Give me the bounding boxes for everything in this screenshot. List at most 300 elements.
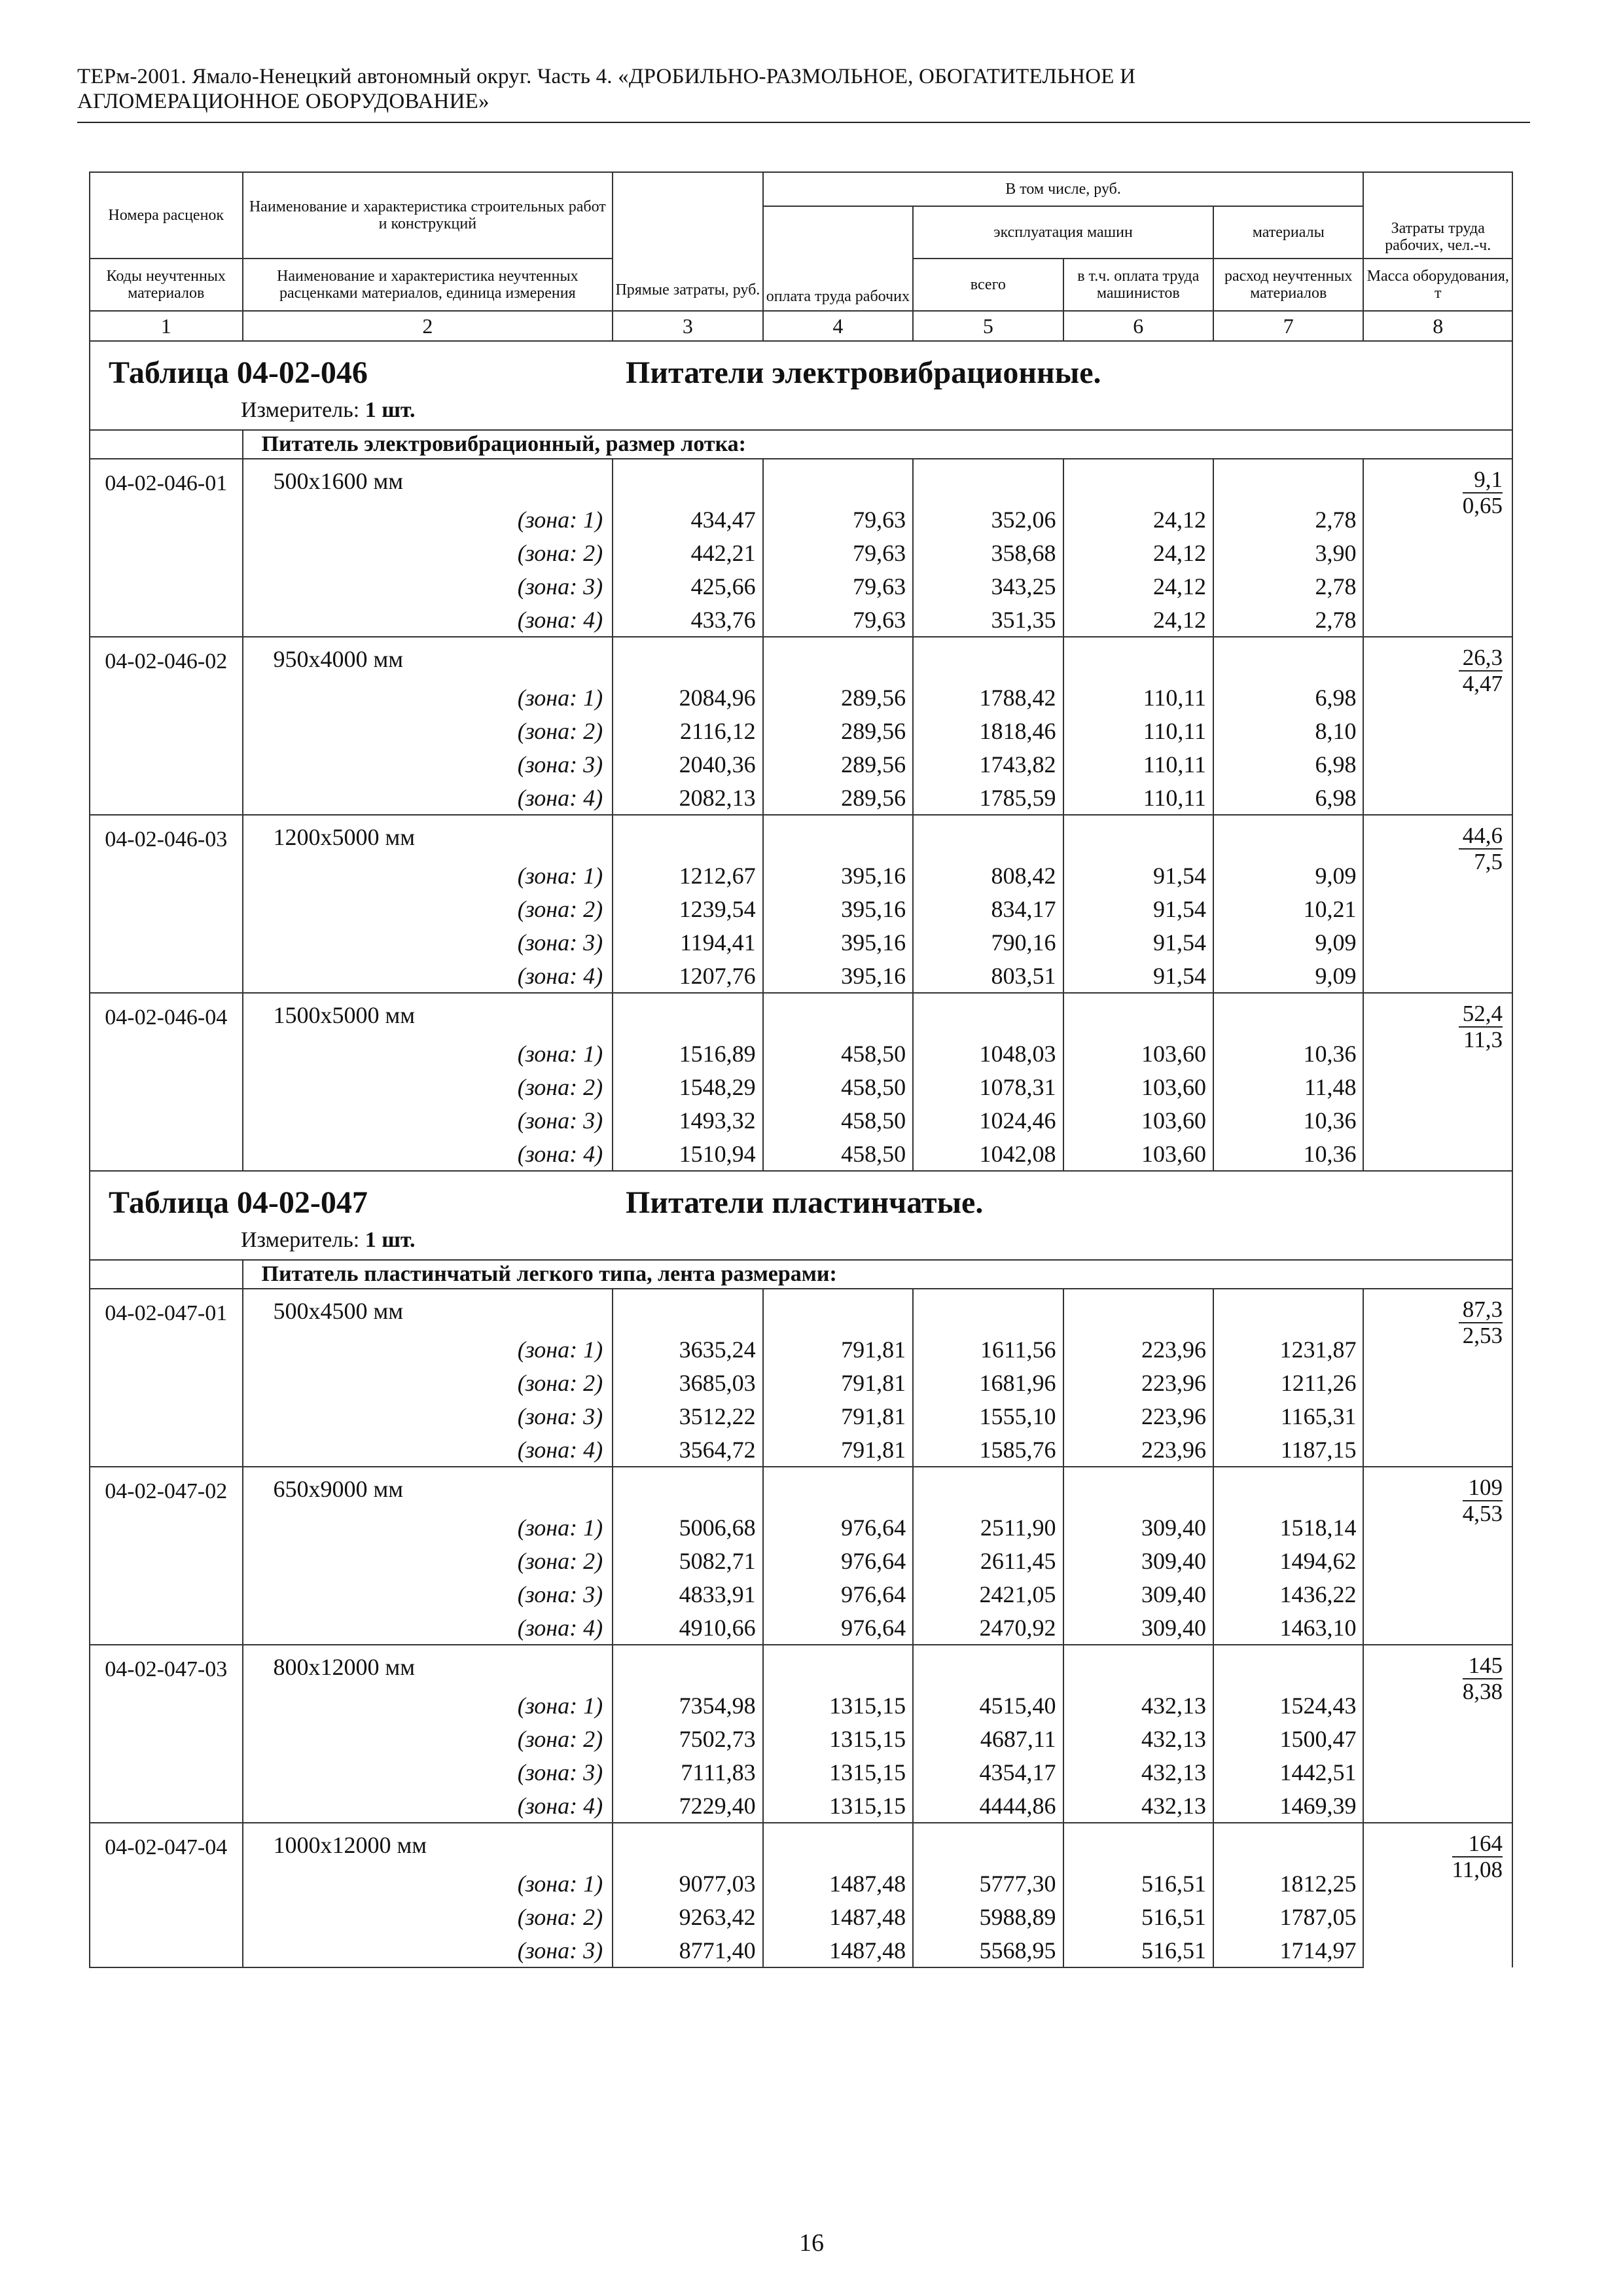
- materials-cost: 1436,22: [1213, 1577, 1363, 1611]
- machines-total: 1818,46: [913, 714, 1063, 747]
- labor-hours: 164: [1452, 1831, 1503, 1857]
- operators-wages: 309,40: [1063, 1577, 1213, 1611]
- direct-costs: 7229,40: [613, 1789, 762, 1823]
- empty-cell: [1063, 459, 1213, 503]
- section-title-row: [90, 341, 1512, 430]
- materials-cost: 6,98: [1213, 747, 1363, 781]
- machines-total: 2470,92: [913, 1611, 1063, 1645]
- operators-wages: 110,11: [1063, 681, 1213, 714]
- empty-cell: [1063, 1289, 1213, 1333]
- zone-label: (зона: 4): [243, 781, 613, 815]
- column-number: 4: [763, 311, 913, 341]
- materials-cost: 6,98: [1213, 781, 1363, 815]
- col6-header: в т.ч. оплата труда машинистов: [1063, 259, 1213, 311]
- empty-cell: [763, 637, 913, 681]
- empty-cell: [613, 1823, 762, 1867]
- materials-cost: 1187,15: [1213, 1433, 1363, 1467]
- operators-wages: 309,40: [1063, 1511, 1213, 1544]
- empty-cell: [613, 993, 762, 1037]
- workers-wages: 1315,15: [763, 1755, 913, 1789]
- workers-wages: 791,81: [763, 1433, 913, 1467]
- rate-item-row: [90, 637, 1512, 681]
- materials-cost: 1812,25: [1213, 1867, 1363, 1900]
- empty-cell: [613, 1645, 762, 1689]
- workers-wages: 976,64: [763, 1577, 913, 1611]
- col4-header: оплата труда рабочих: [763, 206, 913, 311]
- operators-wages: 103,60: [1063, 1137, 1213, 1171]
- rate-name: 500х1600 мм: [243, 459, 613, 503]
- zone-row: [90, 1933, 1512, 1967]
- operators-wages: 516,51: [1063, 1900, 1213, 1933]
- operators-wages: 103,60: [1063, 1103, 1213, 1137]
- header-line-1: ТЕРм-2001. Ямало-Ненецкий автономный округ. Часть 4. «ДРОБИЛЬНО-РАЗМОЛЬНОЕ, ОБОГАТИТЕЛЬНОЕ И: [77, 65, 1136, 88]
- direct-costs: 1548,29: [613, 1070, 762, 1103]
- empty-cell: [913, 1823, 1063, 1867]
- col7-header: расход неучтенных материалов: [1213, 259, 1363, 311]
- table-number: Таблица 04-02-046: [109, 355, 368, 390]
- workers-wages: 395,16: [763, 892, 913, 925]
- materials-cost: 10,21: [1213, 892, 1363, 925]
- direct-costs: 3564,72: [613, 1433, 762, 1467]
- materials-cost: 1463,10: [1213, 1611, 1363, 1645]
- zone-label: (зона: 3): [243, 747, 613, 781]
- empty-cell: [1213, 1467, 1363, 1511]
- zone-label: (зона: 2): [243, 536, 613, 569]
- labor-hours: 26,3: [1459, 645, 1503, 672]
- zone-row: [90, 925, 1512, 959]
- operators-wages: 91,54: [1063, 925, 1213, 959]
- labor-mass-fraction: [1463, 467, 1503, 518]
- workers-wages: 458,50: [763, 1103, 913, 1137]
- machines-total: 1743,82: [913, 747, 1063, 781]
- direct-costs: 434,47: [613, 503, 762, 536]
- rate-name: 1500х5000 мм: [243, 993, 613, 1037]
- machines-total: 1024,46: [913, 1103, 1063, 1137]
- unit-value: 1 шт.: [365, 1228, 416, 1252]
- machines-total: 4687,11: [913, 1722, 1063, 1755]
- zone-label: (зона: 3): [243, 1755, 613, 1789]
- materials-cost: 2,78: [1213, 503, 1363, 536]
- workers-wages: 1315,15: [763, 1689, 913, 1722]
- materials-cost: 1442,51: [1213, 1755, 1363, 1789]
- workers-wages: 1487,48: [763, 1867, 913, 1900]
- direct-costs: 2084,96: [613, 681, 762, 714]
- labor-hours: 9,1: [1463, 467, 1503, 493]
- labor-hours: 145: [1463, 1653, 1503, 1679]
- rate-item-row: [90, 1467, 1512, 1511]
- column-number: 1: [90, 311, 243, 341]
- rates-table: [89, 171, 1513, 1968]
- labor-mass-fraction: [1459, 1297, 1503, 1348]
- zone-row: [90, 681, 1512, 714]
- machines-total: 358,68: [913, 536, 1063, 569]
- empty-cell: [613, 637, 762, 681]
- machines-total: 1078,31: [913, 1070, 1063, 1103]
- direct-costs: 1239,54: [613, 892, 762, 925]
- section-title: [90, 341, 1512, 430]
- machines-total: 1681,96: [913, 1366, 1063, 1399]
- unit-label: Измеритель:: [241, 398, 360, 422]
- rate-code: 04-02-046-01: [90, 459, 243, 637]
- workers-wages: 289,56: [763, 747, 913, 781]
- operators-wages: 24,12: [1063, 569, 1213, 603]
- workers-wages: 791,81: [763, 1366, 913, 1399]
- operators-wages: 110,11: [1063, 714, 1213, 747]
- workers-wages: 79,63: [763, 536, 913, 569]
- empty-cell: [613, 1289, 762, 1333]
- empty-cell: [613, 459, 762, 503]
- operators-wages: 24,12: [1063, 503, 1213, 536]
- rate-name: 650х9000 мм: [243, 1467, 613, 1511]
- machines-total: 4515,40: [913, 1689, 1063, 1722]
- zone-row: [90, 781, 1512, 815]
- equipment-mass: 4,53: [1462, 1501, 1503, 1526]
- zone-row: [90, 1366, 1512, 1399]
- labor-mass-fraction: [1459, 645, 1503, 696]
- machines-total: 351,35: [913, 603, 1063, 637]
- zone-label: (зона: 3): [243, 1933, 613, 1967]
- workers-wages: 79,63: [763, 603, 913, 637]
- empty-cell: [763, 993, 913, 1037]
- zone-label: (зона: 4): [243, 1137, 613, 1171]
- materials-cost: 1787,05: [1213, 1900, 1363, 1933]
- empty-cell: [1213, 1823, 1363, 1867]
- labor-mass-fraction: [1459, 1001, 1503, 1052]
- materials-cost: 6,98: [1213, 681, 1363, 714]
- workers-wages: 289,56: [763, 714, 913, 747]
- subsection-code-cell: [90, 1260, 243, 1289]
- zone-row: [90, 1103, 1512, 1137]
- labor-mass-cell: [1363, 637, 1512, 815]
- zone-row: [90, 1611, 1512, 1645]
- materials-cost: 1494,62: [1213, 1544, 1363, 1577]
- labor-hours: 109: [1463, 1475, 1503, 1501]
- labor-mass-cell: [1363, 1823, 1512, 1967]
- zone-label: (зона: 1): [243, 1689, 613, 1722]
- materials-cost: 1469,39: [1213, 1789, 1363, 1823]
- machines-total: 1042,08: [913, 1137, 1063, 1171]
- header-divider: [77, 122, 1530, 123]
- direct-costs: 3685,03: [613, 1366, 762, 1399]
- empty-cell: [1213, 993, 1363, 1037]
- operators-wages: 110,11: [1063, 747, 1213, 781]
- labor-mass-cell: [1363, 1467, 1512, 1645]
- table-title: Питатели электровибрационные.: [626, 355, 1101, 390]
- col1-top-header: Номера расценок: [90, 172, 243, 259]
- operators-wages: 91,54: [1063, 959, 1213, 993]
- direct-costs: 3635,24: [613, 1333, 762, 1366]
- materials-cost: 1524,43: [1213, 1689, 1363, 1722]
- workers-wages: 1487,48: [763, 1933, 913, 1967]
- empty-cell: [1063, 1467, 1213, 1511]
- direct-costs: 9077,03: [613, 1867, 762, 1900]
- subsection-row: [90, 1260, 1512, 1289]
- empty-cell: [913, 459, 1063, 503]
- zone-row: [90, 603, 1512, 637]
- rate-name: 800х12000 мм: [243, 1645, 613, 1689]
- direct-costs: 2040,36: [613, 747, 762, 781]
- table-title: Питатели пластинчатые.: [626, 1185, 984, 1220]
- labor-mass-cell: [1363, 815, 1512, 993]
- machines-total: 1788,42: [913, 681, 1063, 714]
- operators-wages: 103,60: [1063, 1070, 1213, 1103]
- direct-costs: 9263,42: [613, 1900, 762, 1933]
- col2-top-header: Наименование и характеристика строительных работ и конструкций: [243, 172, 613, 259]
- page-number: 16: [799, 2229, 824, 2257]
- empty-cell: [913, 815, 1063, 859]
- machines-total: 803,51: [913, 959, 1063, 993]
- table-number: Таблица 04-02-047: [109, 1185, 368, 1220]
- materials-cost: 10,36: [1213, 1137, 1363, 1171]
- empty-cell: [1213, 459, 1363, 503]
- workers-wages: 79,63: [763, 569, 913, 603]
- measurement-unit: [109, 1228, 1512, 1259]
- workers-wages: 289,56: [763, 781, 913, 815]
- zone-row: [90, 714, 1512, 747]
- rate-item-row: [90, 993, 1512, 1037]
- zone-label: (зона: 3): [243, 925, 613, 959]
- zone-row: [90, 1689, 1512, 1722]
- direct-costs: 433,76: [613, 603, 762, 637]
- direct-costs: 1207,76: [613, 959, 762, 993]
- machines-total: 808,42: [913, 859, 1063, 892]
- machines-total: 834,17: [913, 892, 1063, 925]
- empty-cell: [763, 815, 913, 859]
- empty-cell: [763, 1467, 913, 1511]
- operators-wages: 516,51: [1063, 1867, 1213, 1900]
- materials-cost: 1714,97: [1213, 1933, 1363, 1967]
- operators-wages: 103,60: [1063, 1037, 1213, 1070]
- direct-costs: 4833,91: [613, 1577, 762, 1611]
- operators-wages: 432,13: [1063, 1722, 1213, 1755]
- rate-code: 04-02-046-04: [90, 993, 243, 1171]
- rate-item-row: [90, 459, 1512, 503]
- unit-value: 1 шт.: [365, 398, 416, 422]
- rate-code: 04-02-047-01: [90, 1289, 243, 1467]
- machines-total: 2511,90: [913, 1511, 1063, 1544]
- section-heading: [109, 342, 1512, 398]
- empty-cell: [763, 1823, 913, 1867]
- zone-row: [90, 1399, 1512, 1433]
- header-line-2: АГЛОМЕРАЦИОННОЕ ОБОРУДОВАНИЕ»: [77, 90, 490, 113]
- empty-cell: [913, 1289, 1063, 1333]
- header-row-1: [90, 172, 1512, 206]
- workers-wages: 791,81: [763, 1399, 913, 1433]
- workers-wages: 1315,15: [763, 1789, 913, 1823]
- empty-cell: [1213, 1289, 1363, 1333]
- operators-wages: 516,51: [1063, 1933, 1213, 1967]
- empty-cell: [1063, 1645, 1213, 1689]
- empty-cell: [613, 1467, 762, 1511]
- zone-label: (зона: 4): [243, 1433, 613, 1467]
- rate-code: 04-02-046-03: [90, 815, 243, 993]
- zone-label: (зона: 2): [243, 1070, 613, 1103]
- rate-name: 500х4500 мм: [243, 1289, 613, 1333]
- equipment-mass: 0,65: [1462, 493, 1503, 518]
- direct-costs: 425,66: [613, 569, 762, 603]
- direct-costs: 1510,94: [613, 1137, 762, 1171]
- zone-row: [90, 959, 1512, 993]
- workers-wages: 458,50: [763, 1037, 913, 1070]
- materials-cost: 1500,47: [1213, 1722, 1363, 1755]
- empty-cell: [763, 1289, 913, 1333]
- machines-total: 352,06: [913, 503, 1063, 536]
- machines-total: 2421,05: [913, 1577, 1063, 1611]
- direct-costs: 442,21: [613, 536, 762, 569]
- operators-wages: 110,11: [1063, 781, 1213, 815]
- empty-cell: [1213, 637, 1363, 681]
- labor-hours: 52,4: [1459, 1001, 1503, 1028]
- zone-row: [90, 1867, 1512, 1900]
- machines-total: 1555,10: [913, 1399, 1063, 1433]
- zone-label: (зона: 4): [243, 959, 613, 993]
- materials-cost: 1518,14: [1213, 1511, 1363, 1544]
- machines-total: 343,25: [913, 569, 1063, 603]
- labor-mass-fraction: [1459, 823, 1503, 874]
- rate-name: 1000х12000 мм: [243, 1823, 613, 1867]
- subsection-code-cell: [90, 430, 243, 459]
- rate-name: 950х4000 мм: [243, 637, 613, 681]
- workers-wages: 458,50: [763, 1137, 913, 1171]
- zone-row: [90, 1433, 1512, 1467]
- operators-wages: 432,13: [1063, 1755, 1213, 1789]
- rate-item-row: [90, 1289, 1512, 1333]
- zone-label: (зона: 3): [243, 569, 613, 603]
- machines-total: 5568,95: [913, 1933, 1063, 1967]
- direct-costs: 2116,12: [613, 714, 762, 747]
- column-number: 3: [613, 311, 762, 341]
- materials-cost: 10,36: [1213, 1037, 1363, 1070]
- zone-label: (зона: 2): [243, 1544, 613, 1577]
- direct-costs: 1516,89: [613, 1037, 762, 1070]
- direct-costs: 1493,32: [613, 1103, 762, 1137]
- zone-row: [90, 859, 1512, 892]
- workers-wages: 395,16: [763, 959, 913, 993]
- materials-cost: 9,09: [1213, 959, 1363, 993]
- operators-wages: 223,96: [1063, 1433, 1213, 1467]
- zone-label: (зона: 2): [243, 1722, 613, 1755]
- column-numbers-row: [90, 311, 1512, 341]
- zone-label: (зона: 1): [243, 1867, 613, 1900]
- zone-label: (зона: 3): [243, 1399, 613, 1433]
- direct-costs: 1194,41: [613, 925, 762, 959]
- direct-costs: 4910,66: [613, 1611, 762, 1645]
- workers-wages: 289,56: [763, 681, 913, 714]
- operators-wages: 223,96: [1063, 1399, 1213, 1433]
- measurement-unit: [109, 398, 1512, 429]
- zone-row: [90, 1900, 1512, 1933]
- empty-cell: [613, 815, 762, 859]
- zone-label: (зона: 1): [243, 1333, 613, 1366]
- column-number: 7: [1213, 311, 1363, 341]
- zone-label: (зона: 4): [243, 1789, 613, 1823]
- labor-hours: 44,6: [1459, 823, 1503, 850]
- materials-cost: 1165,31: [1213, 1399, 1363, 1433]
- workers-wages: 1315,15: [763, 1722, 913, 1755]
- zone-row: [90, 503, 1512, 536]
- operators-wages: 91,54: [1063, 859, 1213, 892]
- column-number: 8: [1363, 311, 1512, 341]
- col2-bottom-header: Наименование и характеристика неучтенных расценками материалов, единица измерения: [243, 259, 613, 311]
- labor-mass-cell: [1363, 1645, 1512, 1823]
- zone-row: [90, 1137, 1512, 1171]
- workers-wages: 395,16: [763, 859, 913, 892]
- materials-cost: 1211,26: [1213, 1366, 1363, 1399]
- zone-row: [90, 1755, 1512, 1789]
- col1-bottom-header: Коды неучтенных материалов: [90, 259, 243, 311]
- workers-wages: 458,50: [763, 1070, 913, 1103]
- machines-total: 1611,56: [913, 1333, 1063, 1366]
- direct-costs: 5006,68: [613, 1511, 762, 1544]
- subsection-title: Питатель пластинчатый легкого типа, лента размерами:: [243, 1260, 1513, 1289]
- col3-header: Прямые затраты, руб.: [613, 172, 762, 311]
- group-machines-header: эксплуатация машин: [913, 206, 1213, 259]
- rate-code: 04-02-047-03: [90, 1645, 243, 1823]
- labor-mass-fraction: [1463, 1653, 1503, 1704]
- col5-header: всего: [913, 259, 1063, 311]
- empty-cell: [763, 459, 913, 503]
- column-number: 2: [243, 311, 613, 341]
- rate-item-row: [90, 815, 1512, 859]
- section-heading: [109, 1172, 1512, 1228]
- empty-cell: [913, 1467, 1063, 1511]
- rate-code: 04-02-046-02: [90, 637, 243, 815]
- zone-row: [90, 1722, 1512, 1755]
- labor-hours: 87,3: [1459, 1297, 1503, 1323]
- materials-cost: 3,90: [1213, 536, 1363, 569]
- workers-wages: 395,16: [763, 925, 913, 959]
- group-including-header: В том числе, руб.: [763, 172, 1364, 206]
- rate-code: 04-02-047-04: [90, 1823, 243, 1967]
- zone-row: [90, 1577, 1512, 1611]
- equipment-mass: 8,38: [1462, 1679, 1503, 1704]
- direct-costs: 5082,71: [613, 1544, 762, 1577]
- direct-costs: 7502,73: [613, 1722, 762, 1755]
- section-title-row: [90, 1171, 1512, 1260]
- direct-costs: 3512,22: [613, 1399, 762, 1433]
- zone-row: [90, 569, 1512, 603]
- materials-cost: 10,36: [1213, 1103, 1363, 1137]
- zone-label: (зона: 1): [243, 1511, 613, 1544]
- subsection-title: Питатель электровибрационный, размер лотка:: [243, 430, 1513, 459]
- operators-wages: 24,12: [1063, 603, 1213, 637]
- materials-cost: 1231,87: [1213, 1333, 1363, 1366]
- rate-item-row: [90, 1823, 1512, 1867]
- zone-row: [90, 892, 1512, 925]
- direct-costs: 7111,83: [613, 1755, 762, 1789]
- rate-item-row: [90, 1645, 1512, 1689]
- machines-total: 4354,17: [913, 1755, 1063, 1789]
- col8-top-header: Затраты труда рабочих, чел.-ч.: [1363, 172, 1512, 259]
- empty-cell: [1213, 1645, 1363, 1689]
- materials-cost: 11,48: [1213, 1070, 1363, 1103]
- zone-label: (зона: 3): [243, 1103, 613, 1137]
- operators-wages: 309,40: [1063, 1611, 1213, 1645]
- zone-row: [90, 1544, 1512, 1577]
- zone-row: [90, 1333, 1512, 1366]
- workers-wages: 976,64: [763, 1544, 913, 1577]
- workers-wages: 1487,48: [763, 1900, 913, 1933]
- empty-cell: [763, 1645, 913, 1689]
- operators-wages: 309,40: [1063, 1544, 1213, 1577]
- direct-costs: 1212,67: [613, 859, 762, 892]
- zone-row: [90, 1511, 1512, 1544]
- zone-label: (зона: 1): [243, 1037, 613, 1070]
- empty-cell: [913, 1645, 1063, 1689]
- operators-wages: 432,13: [1063, 1789, 1213, 1823]
- operators-wages: 223,96: [1063, 1366, 1213, 1399]
- equipment-mass: 4,47: [1462, 671, 1503, 696]
